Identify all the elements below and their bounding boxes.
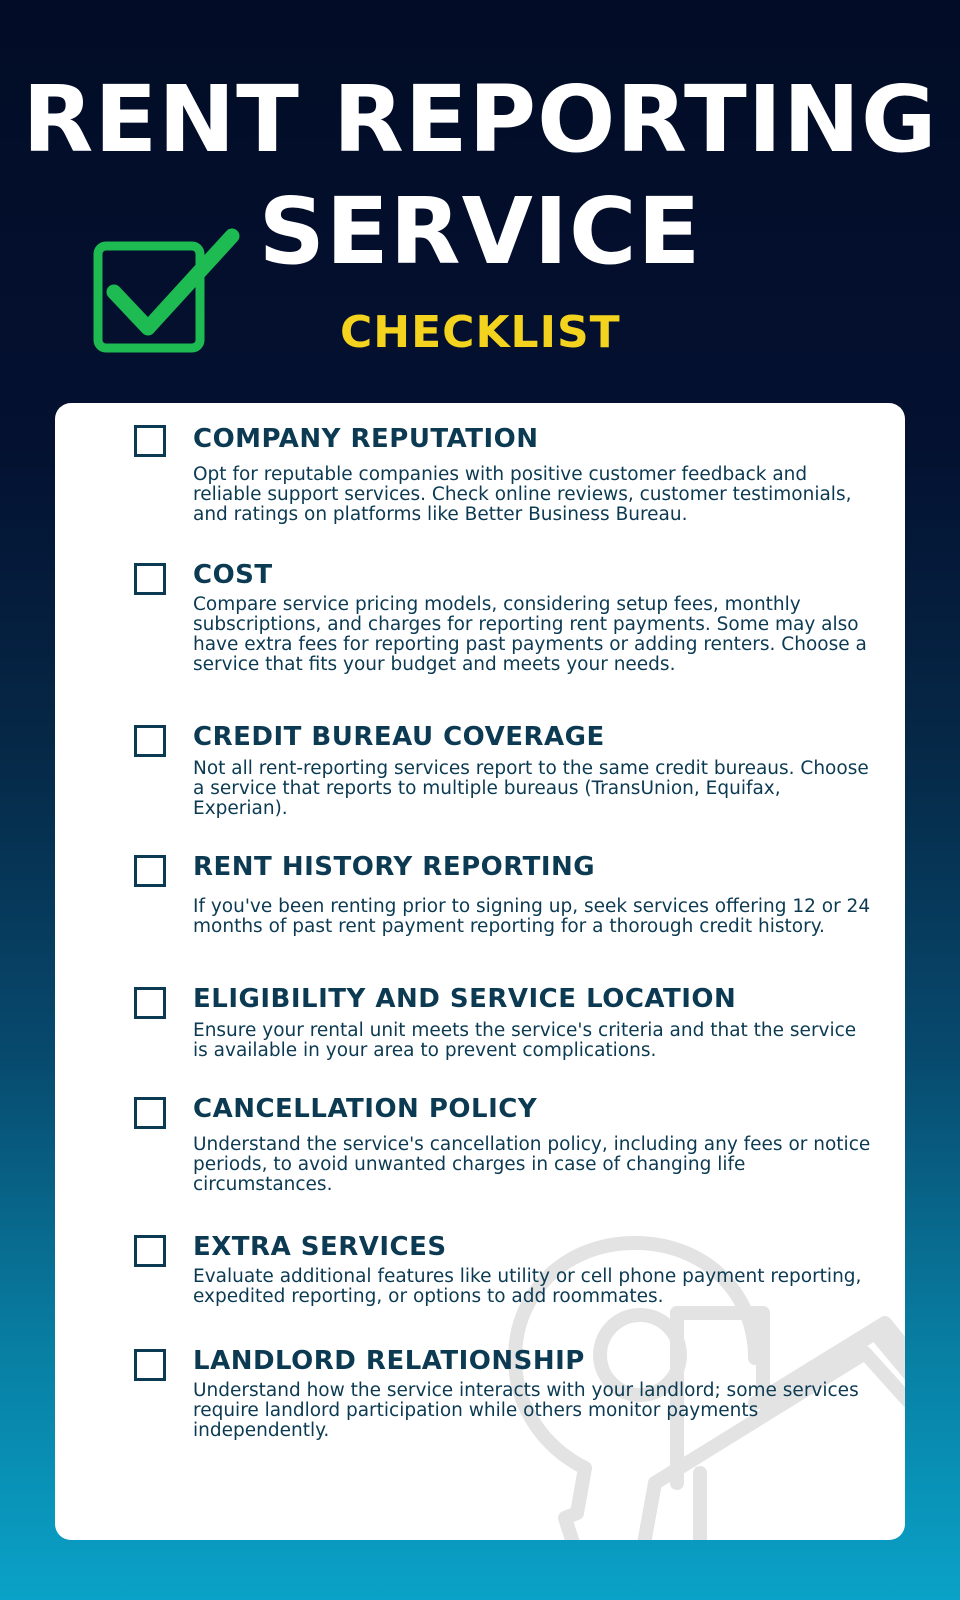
title-line-2: SERVICE (258, 178, 702, 285)
checklist-card (55, 403, 905, 1540)
checkbox[interactable] (134, 1097, 166, 1129)
checkbox[interactable] (134, 1235, 166, 1267)
checkbox[interactable] (134, 425, 166, 457)
item-title: COST (193, 560, 273, 590)
item-title: COMPANY REPUTATION (193, 424, 539, 454)
checkbox[interactable] (134, 1349, 166, 1381)
checkbox[interactable] (134, 563, 166, 595)
item-title: CANCELLATION POLICY (193, 1094, 538, 1124)
item-title: ELIGIBILITY AND SERVICE LOCATION (193, 984, 737, 1014)
item-title: LANDLORD RELATIONSHIP (193, 1346, 585, 1376)
checkbox[interactable] (134, 725, 166, 757)
item-description: Understand the service's cancellation policy, including any fees or notice periods, to avoid unwanted charges in case of changing life circumstances. (193, 1134, 871, 1195)
item-title: CREDIT BUREAU COVERAGE (193, 722, 605, 752)
item-description: Not all rent-reporting services report to the same credit bureaus. Choose a service that reports to multiple bureaus (TransUnion, Equifax, Experian). (193, 758, 869, 819)
item-title: EXTRA SERVICES (193, 1232, 447, 1262)
checklist-items (55, 403, 905, 1540)
item-description: Evaluate additional features like utility or cell phone payment reporting, expedited reporting, or options to add roommates. (193, 1266, 862, 1307)
subtitle-checklist: CHECKLIST (340, 307, 621, 358)
item-description: Compare service pricing models, considering setup fees, monthly subscriptions, and charges for reporting rent payments. Some may also have extra fees for reporting past payments or adding renters. Choose a service that fits your budget and meets your needs. (193, 594, 867, 675)
title-line-1: RENT REPORTING (22, 66, 938, 173)
item-description: If you've been renting prior to signing up, seek services offering 12 or 24 months of past rent payment reporting for a thorough credit history. (193, 896, 871, 937)
checkmark-in-box-icon (92, 224, 252, 364)
item-title: RENT HISTORY REPORTING (193, 852, 596, 882)
checkbox[interactable] (134, 987, 166, 1019)
checkbox[interactable] (134, 855, 166, 887)
item-description: Ensure your rental unit meets the service's criteria and that the service is available in your area to prevent complications. (193, 1020, 857, 1061)
item-description: Opt for reputable companies with positive customer feedback and reliable support services. Check online reviews, customer testimonials, and ratings on platforms like Better Business Bureau. (193, 464, 852, 525)
item-description: Understand how the service interacts with your landlord; some services require landlord participation while others monitor payments independently. (193, 1380, 859, 1441)
